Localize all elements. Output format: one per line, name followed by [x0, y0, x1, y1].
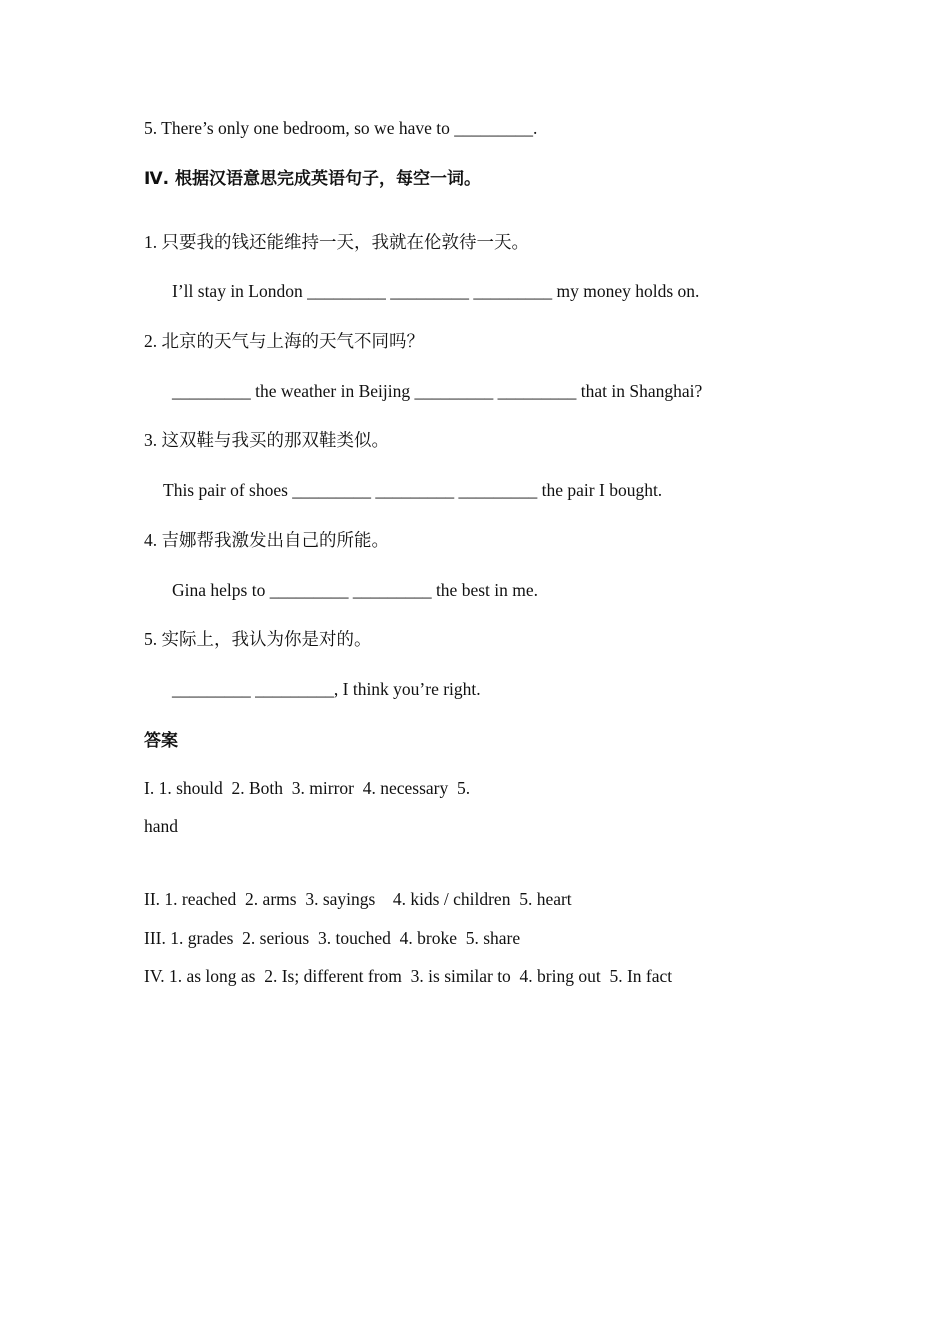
section4-item-5-english: _________ _________, I think you’re right. — [172, 679, 481, 699]
section4-item-1-chinese: 1. 只要我的钱还能维持一天，我就在伦敦待一天。 — [144, 232, 529, 252]
section4-item-1-english: I’ll stay in London _________ _________ _________ my money holds on. — [172, 281, 700, 301]
section4-heading: Ⅳ. 根据汉语意思完成英语句子，每空一词。 — [144, 169, 482, 189]
section4-item-2-english: _________ the weather in Beijing _________ _________ that in Shanghai? — [172, 381, 703, 401]
section4-item-2-chinese: 2. 北京的天气与上海的天气不同吗？ — [144, 331, 424, 351]
answers-heading: 答案 — [144, 731, 178, 751]
section3-item-5: 5. There’s only one bedroom, so we have to _________. — [144, 118, 538, 138]
answers-line-1-continued: hand — [144, 816, 179, 836]
answers-line-4: IV. 1. as long as 2. Is; different from 3. is similar to 4. bring out 5. In fact — [144, 966, 673, 986]
answers-line-3: III. 1. grades 2. serious 3. touched 4. broke 5. share — [144, 928, 521, 948]
section4-item-3-chinese: 3. 这双鞋与我买的那双鞋类似。 — [144, 430, 389, 450]
section4-item-5-chinese: 5. 实际上，我认为你是对的。 — [144, 629, 372, 649]
answers-line-2: II. 1. reached 2. arms 3. sayings 4. kids / children 5. heart — [144, 889, 572, 909]
section4-item-3-english: This pair of shoes _________ _________ _________ the pair I bought. — [163, 480, 663, 500]
answers-line-1: I. 1. should 2. Both 3. mirror 4. necessary 5. — [144, 778, 471, 798]
section4-item-4-chinese: 4. 吉娜帮我激发出自己的所能。 — [144, 530, 389, 550]
section4-item-4-english: Gina helps to _________ _________ the best in me. — [172, 580, 539, 600]
